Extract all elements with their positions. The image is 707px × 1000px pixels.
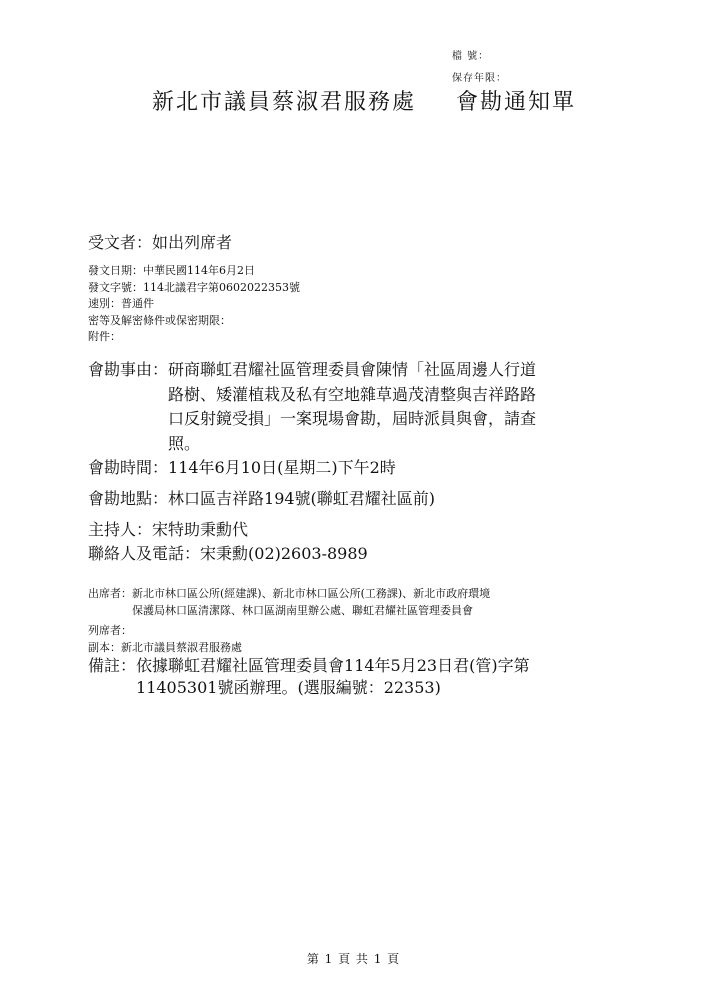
reference-line: 發文字號：114北議君字第0602022353號 — [88, 280, 300, 294]
attendees-line: 保護局林口區清潔隊、林口區湖南里辦公處、聯虹君耀社區管理委員會 — [132, 604, 473, 617]
speed-value: 普通件 — [121, 297, 154, 310]
survey-matter-text — [168, 358, 536, 456]
survey-matter-line: 照。 — [168, 433, 201, 453]
contact-value: 宋秉勳(02)2603-8989 — [200, 544, 368, 563]
survey-time — [88, 455, 396, 478]
retention-period-label: 保存年限： — [452, 73, 507, 84]
remark-label: 備註： — [88, 656, 137, 675]
remark — [88, 655, 530, 699]
survey-matter-label: 會勘事由： — [88, 360, 169, 379]
host-value: 宋特助秉勳代 — [152, 520, 249, 539]
attachment-line: 附件： — [88, 330, 121, 343]
copy-label: 副本： — [88, 641, 121, 654]
document-meta — [88, 263, 300, 346]
recipient-value: 如出列席者 — [152, 233, 233, 252]
copy-line — [88, 639, 242, 655]
survey-matter-line: 研商聯虹君耀社區管理委員會陳情「社區周邊人行道 — [168, 360, 537, 379]
survey-matter-line: 口反射鏡受損」一案現場會勘，屆時派員與會，請查 — [168, 409, 537, 428]
survey-matter-line: 路樹、矮灌植栽及私有空地雜草過茂清整與吉祥路路 — [168, 384, 537, 404]
notice-type: 會勘通知單 — [456, 90, 577, 115]
survey-place — [88, 486, 435, 509]
copy-value: 新北市議員蔡淑君服務處 — [121, 641, 242, 654]
survey-matter — [88, 358, 536, 456]
survey-place-value: 林口區吉祥路194號(聯虹君耀社區前) — [168, 489, 436, 508]
attendees-label: 出席者： — [88, 587, 132, 600]
remark-line: 11405301號函辦理。(選服編號：22353) — [136, 678, 441, 697]
observers-label: 列席者： — [88, 624, 132, 637]
attendees-line: 新北市林口區公所(經建課)、新北市林口區公所(工務課)、新北市政府環境 — [132, 587, 491, 600]
host — [88, 517, 248, 540]
survey-place-label: 會勘地點： — [88, 489, 169, 508]
document-title — [152, 85, 576, 116]
page-number: 第 1 頁 共 1 頁 — [306, 952, 401, 966]
remark-text — [136, 655, 530, 699]
remark-line: 依據聯虹君耀社區管理委員會114年5月23日君(管)字第 — [136, 656, 530, 675]
attendees-list — [132, 585, 490, 619]
reference-number: 114北議君字第0602022353號 — [143, 280, 300, 294]
survey-time-value: 114年6月10日(星期二)下午2時 — [168, 458, 396, 477]
host-label: 主持人： — [88, 520, 153, 539]
contact — [88, 541, 368, 564]
contact-label: 聯絡人及電話： — [88, 544, 201, 563]
issue-date: 中華民國114年6月2日 — [143, 264, 255, 277]
speed-line: 速別：普通件 — [88, 297, 154, 310]
attendees — [88, 585, 490, 619]
issue-date-line: 發文日期：中華民國114年6月2日 — [88, 264, 255, 277]
recipient-label: 受文者： — [88, 233, 153, 252]
recipient-line — [88, 230, 232, 253]
secrecy-line: 密等及解密條件或保密期限： — [88, 313, 231, 327]
office-name: 新北市議員蔡淑君服務處 — [152, 90, 417, 115]
survey-time-label: 會勘時間： — [88, 458, 169, 477]
file-number-label: 檔 號： — [452, 51, 490, 62]
